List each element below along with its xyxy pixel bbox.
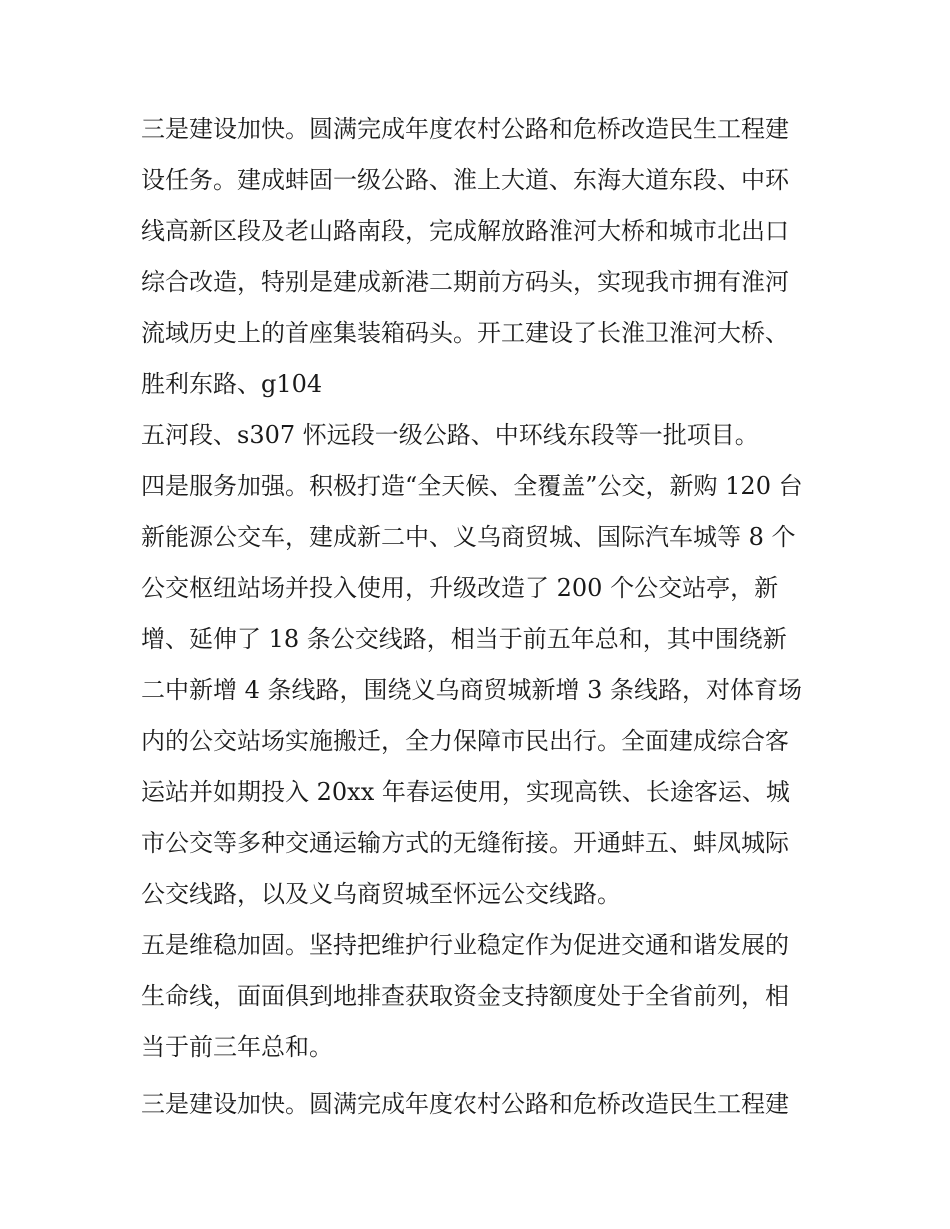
text-line: 生命线，面面俱到地排查获取资金支持额度处于全省前列，相 <box>141 982 789 1010</box>
text-line: 综合改造，特别是建成新港二期前方码头，实现我市拥有淮河 <box>141 268 789 296</box>
text-line: 公交线路，以及义乌商贸城至怀远公交线路。 <box>141 880 621 908</box>
text-line: 线高新区段及老山路南段，完成解放路淮河大桥和城市北出口 <box>141 217 789 245</box>
text-line: 公交枢纽站场并投入使用，升级改造了 200 个公交站亭，新 <box>141 574 779 602</box>
text-line: 市公交等多种交通运输方式的无缝衔接。开通蚌五、蚌凤城际 <box>141 829 789 857</box>
text-line: 胜利东路、g104 <box>141 370 323 398</box>
text-line: 五河段、s307 怀远段一级公路、中环线东段等一批项目。 <box>141 421 759 449</box>
text-line: 内的公交站场实施搬迁，全力保障市民出行。全面建成综合客 <box>141 727 789 755</box>
text-line: 二中新增 4 条线路，围绕义乌商贸城新增 3 条线路，对体育场 <box>141 676 803 704</box>
text-line: 当于前三年总和。 <box>141 1033 333 1061</box>
text-line: 新能源公交车，建成新二中、义乌商贸城、国际汽车城等 8 个 <box>141 523 796 551</box>
text-line: 增、延伸了 18 条公交线路，相当于前五年总和，其中围绕新 <box>141 625 787 653</box>
text-line: 设任务。建成蚌固一级公路、淮上大道、东海大道东段、中环 <box>141 166 789 194</box>
text-line: 三是建设加快。圆满完成年度农村公路和危桥改造民生工程建 <box>141 115 789 143</box>
text-line: 三是建设加快。圆满完成年度农村公路和危桥改造民生工程建 <box>141 1090 789 1118</box>
text-line: 运站并如期投入 20xx 年春运使用，实现高铁、长途客运、城 <box>141 778 790 806</box>
document-body <box>141 104 821 1130</box>
text-line: 五是维稳加固。坚持把维护行业稳定作为促进交通和谐发展的 <box>141 931 789 959</box>
text-line: 四是服务加强。积极打造“全天候、全覆盖”公交，新购 120 台 <box>141 472 803 500</box>
text-line: 流域历史上的首座集装箱码头。开工建设了长淮卫淮河大桥、 <box>141 319 789 347</box>
